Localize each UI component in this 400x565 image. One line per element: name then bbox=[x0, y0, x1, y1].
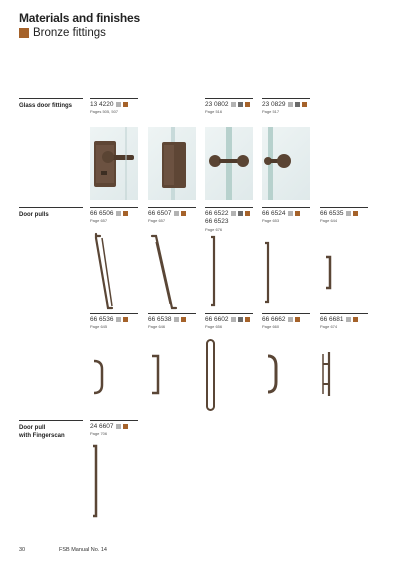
product-rule bbox=[205, 207, 253, 208]
section-rule-fingerscan bbox=[19, 420, 83, 421]
door-pull-66-6524 bbox=[262, 240, 310, 310]
product-66-6506 bbox=[90, 207, 138, 223]
product-code: 66 6536 bbox=[90, 316, 114, 323]
product-code: 23 0802 bbox=[205, 101, 229, 108]
grey-swatch bbox=[174, 317, 179, 322]
glass-knob-illustration bbox=[205, 127, 253, 200]
door-pull-66-6662 bbox=[262, 352, 310, 397]
product-code: 66 6507 bbox=[148, 210, 172, 217]
product-rule bbox=[262, 98, 310, 99]
section-label-pulls: Door pulls bbox=[19, 212, 49, 218]
product-rule bbox=[262, 207, 310, 208]
dark-swatch bbox=[238, 317, 243, 322]
product-66-6522 bbox=[205, 207, 253, 232]
product-code: 66 6538 bbox=[148, 316, 172, 323]
product-rule bbox=[320, 313, 368, 314]
product-page: Page 674 bbox=[320, 324, 338, 329]
product-page: Page 656 bbox=[205, 324, 223, 329]
bronze-swatch bbox=[302, 102, 307, 107]
section-rule-glass bbox=[19, 98, 83, 99]
glass-lock-photo bbox=[90, 127, 138, 200]
product-page: Page 657 bbox=[90, 218, 108, 223]
bronze-swatch bbox=[19, 28, 29, 38]
product-code: 66 6681 bbox=[320, 316, 344, 323]
product-code: 66 6524 bbox=[262, 210, 286, 217]
bronze-swatch bbox=[181, 317, 186, 322]
bronze-swatch bbox=[123, 211, 128, 216]
product-66-6535 bbox=[320, 207, 368, 223]
door-pull-66-6681 bbox=[320, 350, 368, 398]
bronze-swatch bbox=[353, 211, 358, 216]
product-66-6538 bbox=[148, 313, 196, 329]
product-24-6607 bbox=[90, 420, 138, 436]
door-pull-66-6535 bbox=[320, 254, 368, 294]
page-number: 30 bbox=[19, 547, 26, 553]
grey-swatch bbox=[288, 211, 293, 216]
grey-swatch bbox=[174, 211, 179, 216]
bronze-swatch bbox=[123, 424, 128, 429]
product-rule bbox=[90, 420, 138, 421]
grey-swatch bbox=[231, 211, 236, 216]
product-23-0829 bbox=[262, 98, 310, 114]
product-page: Page 646 bbox=[148, 324, 166, 329]
glass-clamp-photo bbox=[148, 127, 196, 200]
product-code: 66 6535 bbox=[320, 210, 344, 217]
grey-swatch bbox=[116, 102, 121, 107]
product-66-6536 bbox=[90, 313, 138, 329]
product-page: Page 644 bbox=[320, 218, 338, 223]
grey-swatch bbox=[116, 424, 121, 429]
product-page: Page 660 bbox=[262, 324, 280, 329]
bronze-swatch bbox=[245, 211, 250, 216]
product-66-6602 bbox=[205, 313, 253, 329]
product-page: Pages 505, 507 bbox=[90, 109, 119, 114]
product-23-0802 bbox=[205, 98, 253, 114]
product-66-6681 bbox=[320, 313, 368, 329]
product-rule bbox=[90, 98, 138, 99]
door-pull-66-6506 bbox=[90, 232, 138, 312]
door-pull-fingerscan-24-6607 bbox=[90, 442, 138, 524]
product-page: Page 706 bbox=[90, 431, 108, 436]
product-rule bbox=[205, 313, 253, 314]
bronze-swatch bbox=[295, 211, 300, 216]
page-title: Materials and finishes bbox=[19, 11, 140, 25]
bronze-swatch bbox=[295, 317, 300, 322]
grey-swatch bbox=[116, 211, 121, 216]
product-page: Page 645 bbox=[90, 324, 108, 329]
product-66-6507 bbox=[148, 207, 196, 223]
grey-swatch bbox=[288, 102, 293, 107]
grey-swatch bbox=[116, 317, 121, 322]
dark-swatch bbox=[238, 102, 243, 107]
product-rule bbox=[90, 207, 138, 208]
product-code: 66 6506 bbox=[90, 210, 114, 217]
grey-swatch bbox=[346, 211, 351, 216]
dark-swatch bbox=[238, 211, 243, 216]
product-rule bbox=[148, 313, 196, 314]
product-page: Page 676 bbox=[205, 227, 223, 232]
product-rule bbox=[90, 313, 138, 314]
product-code: 66 6602 bbox=[205, 316, 229, 323]
bronze-swatch bbox=[353, 317, 358, 322]
product-rule bbox=[148, 207, 196, 208]
product-code: 24 6607 bbox=[90, 423, 114, 430]
grey-swatch bbox=[231, 102, 236, 107]
bronze-swatch bbox=[123, 102, 128, 107]
glass-clamp-illustration bbox=[148, 127, 196, 200]
door-pull-66-6536 bbox=[90, 357, 138, 397]
door-pull-66-6522 bbox=[205, 235, 253, 310]
product-page: Page 516 bbox=[205, 109, 223, 114]
product-code: 66 6662 bbox=[262, 316, 286, 323]
product-page: Page 657 bbox=[148, 218, 166, 223]
door-pull-66-6507 bbox=[148, 232, 196, 312]
glass-knob-photo bbox=[205, 127, 253, 200]
section-label-glass: Glass door fittings bbox=[19, 103, 73, 109]
subtitle-text: Bronze fittings bbox=[33, 27, 106, 39]
glass-knob-photo-2 bbox=[262, 127, 310, 200]
product-rule bbox=[205, 98, 253, 99]
product-rule bbox=[262, 313, 310, 314]
grey-swatch bbox=[231, 317, 236, 322]
product-13-4220 bbox=[90, 98, 138, 114]
section-label-fingerscan: Door pull with Fingerscan bbox=[19, 425, 65, 439]
product-page: Page 517 bbox=[262, 109, 280, 114]
product-rule bbox=[320, 207, 368, 208]
bronze-swatch bbox=[245, 317, 250, 322]
bronze-swatch bbox=[245, 102, 250, 107]
door-pull-66-6602 bbox=[205, 338, 253, 413]
product-66-6662 bbox=[262, 313, 310, 329]
glass-lock-illustration bbox=[90, 127, 138, 200]
product-66-6524 bbox=[262, 207, 310, 223]
dark-swatch bbox=[295, 102, 300, 107]
bronze-swatch bbox=[123, 317, 128, 322]
product-page: Page 653 bbox=[262, 218, 280, 223]
manual-name: FSB Manual No. 14 bbox=[59, 547, 107, 553]
product-code: 66 6522 66 6523 bbox=[205, 210, 229, 225]
grey-swatch bbox=[346, 317, 351, 322]
product-code: 13 4220 bbox=[90, 101, 114, 108]
grey-swatch bbox=[288, 317, 293, 322]
bronze-swatch bbox=[181, 211, 186, 216]
glass-knob-illustration-2 bbox=[262, 127, 310, 200]
page-subtitle bbox=[19, 27, 106, 39]
product-code: 23 0829 bbox=[262, 101, 286, 108]
door-pull-66-6538 bbox=[148, 353, 196, 398]
section-rule-pulls bbox=[19, 207, 83, 208]
